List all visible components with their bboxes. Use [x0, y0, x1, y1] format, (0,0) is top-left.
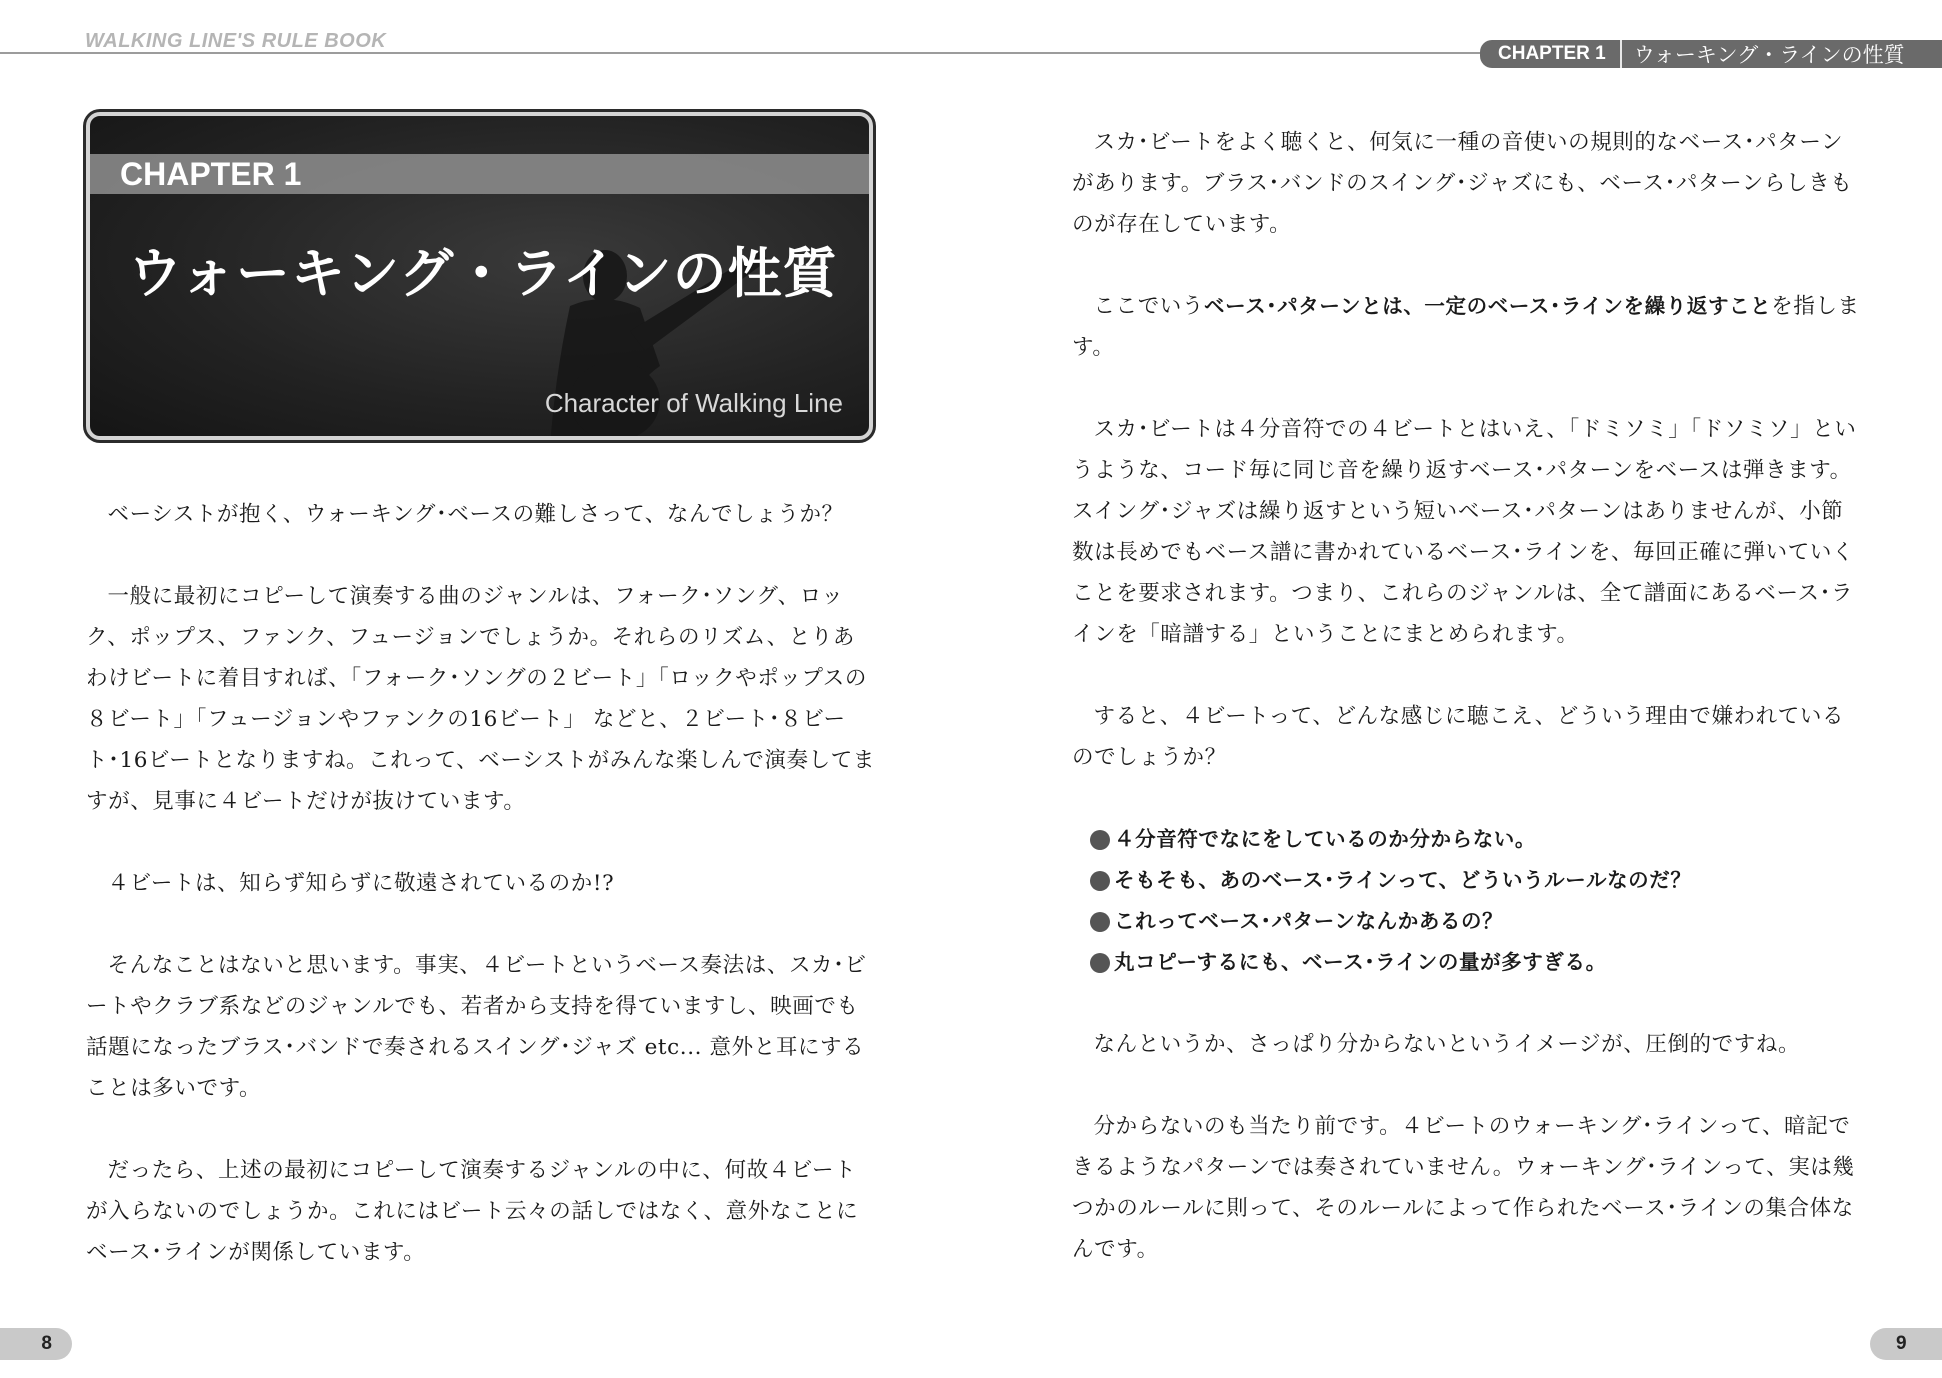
left-paragraph: だったら、上述の最初にコピーして演奏するジャンルの中に、何故４ビートが入らないのでしょうか。これにはビート云々の話しではなく、意外なことにベース･ラインが関係しています。 — [86, 1158, 859, 1265]
chapter-title-box — [86, 112, 873, 440]
left-paragraph: そんなことはないと思います。事実、４ビートというベース奏法は、スカ･ビートやクラブ系などのジャンルでも、若者から支持を得ていますし、映画でも話題になったブラス･バンドで奏されるスイング･ジャズ etc... 意外と耳にすることは多いです。 — [86, 953, 867, 1101]
chapter-title: ウォーキング・ラインの性質 — [128, 242, 838, 305]
left-paragraph: ４ビートは、知らず知らずに敬遠されているのか!? — [107, 871, 615, 896]
page-number-right: 9 — [1870, 1328, 1942, 1360]
right-paragraph: 分からないのも当たり前です。４ビートのウォーキング･ラインって、暗記できるようなパターンでは奏されていません。ウォーキング･ラインって、実は幾つかのルールに則って、そのルールによって作られたベース･ラインの集合体なんです。 — [1072, 1114, 1855, 1262]
page-number-left: 8 — [0, 1328, 72, 1360]
list-item: ４分音符でなにをしているのか分からない。 — [1090, 819, 1862, 860]
bullet-dot-icon — [1090, 830, 1110, 850]
header-chapter-title: ウォーキング・ラインの性質 — [1633, 43, 1905, 67]
right-paragraph: すると、４ビートって、どんな感じに聴こえ、どういう理由で嫌われているのでしょうか？ — [1072, 704, 1845, 770]
bullet-dot-icon — [1090, 912, 1110, 932]
right-paragraph-definition — [1072, 286, 1862, 368]
chapter-subtitle: Character of Walking Line — [544, 388, 843, 418]
definition-tail: を指します。 — [1072, 294, 1860, 360]
bullet-dot-icon — [1090, 871, 1110, 891]
right-paragraph: スカ･ビートをよく聴くと、何気に一種の音使いの規則的なベース･パターンがあります。ブラス･バンドのスイング･ジャズにも、ベース･パターンらしきものが存在しています。 — [1072, 130, 1853, 237]
list-item: 丸コピーするにも、ベース･ラインの量が多すぎる。 — [1090, 942, 1862, 983]
right-page-body — [1072, 122, 1862, 1311]
running-head-book-title: WALKING LINE'S RULE BOOK — [85, 30, 387, 52]
header-chapter-tab — [1480, 40, 1942, 68]
right-paragraph: なんというか、さっぱり分からないというイメージが、圧倒的ですね。 — [1093, 1032, 1801, 1057]
left-paragraph: 一般に最初にコピーして演奏する曲のジャンルは、フォーク･ソング、ロック、ポップス、ファンク、フュージョンでしょうか。それらのリズム、とりあわけビートに着目すれば、「フォーク･ソングの２ビート」「ロックやポップスの８ビート」「フュージョンやファンクの16ビート」 などと、２ビート･８ビート･16ビートとなりますね。これって、ベーシストがみんな楽しんで演奏してますが、見事に４ビートだけが抜けています。 — [86, 584, 875, 814]
chapter-label: CHAPTER 1 — [120, 156, 302, 192]
list-item: これってベース･パターンなんかあるの？ — [1090, 901, 1862, 942]
left-paragraph: ベーシストが抱く、ウォーキング･ベースの難しさって、なんでしょうか？ — [107, 502, 844, 527]
question-list — [1090, 819, 1862, 983]
left-page-body — [86, 494, 876, 1314]
header-chapter-number: CHAPTER 1 — [1480, 40, 1622, 68]
definition-bold: ベース･パターンとは、一定のベース･ラインを繰り返すこと — [1204, 294, 1772, 318]
definition-lead: ここでいう — [1093, 294, 1205, 319]
right-paragraph: スカ･ビートは４分音符での４ビートとはいえ、「ドミソミ」「ドソミソ」というような、コード毎に同じ音を繰り返すベース･パターンをベースは弾きます。スイング･ジャズは繰り返すという短いベース･パターンはありませんが、小節数は長めでもベース譜に書かれているベース･ラインを、毎回正確に弾いていくことを要求されます。つまり、これらのジャンルは、全て譜面にあるベース･ラインを「暗譜する」ということにまとめられます。 — [1072, 417, 1857, 647]
list-item: そもそも、あのベース･ラインって、どういうルールなのだ？ — [1090, 860, 1862, 901]
bullet-dot-icon — [1090, 953, 1110, 973]
